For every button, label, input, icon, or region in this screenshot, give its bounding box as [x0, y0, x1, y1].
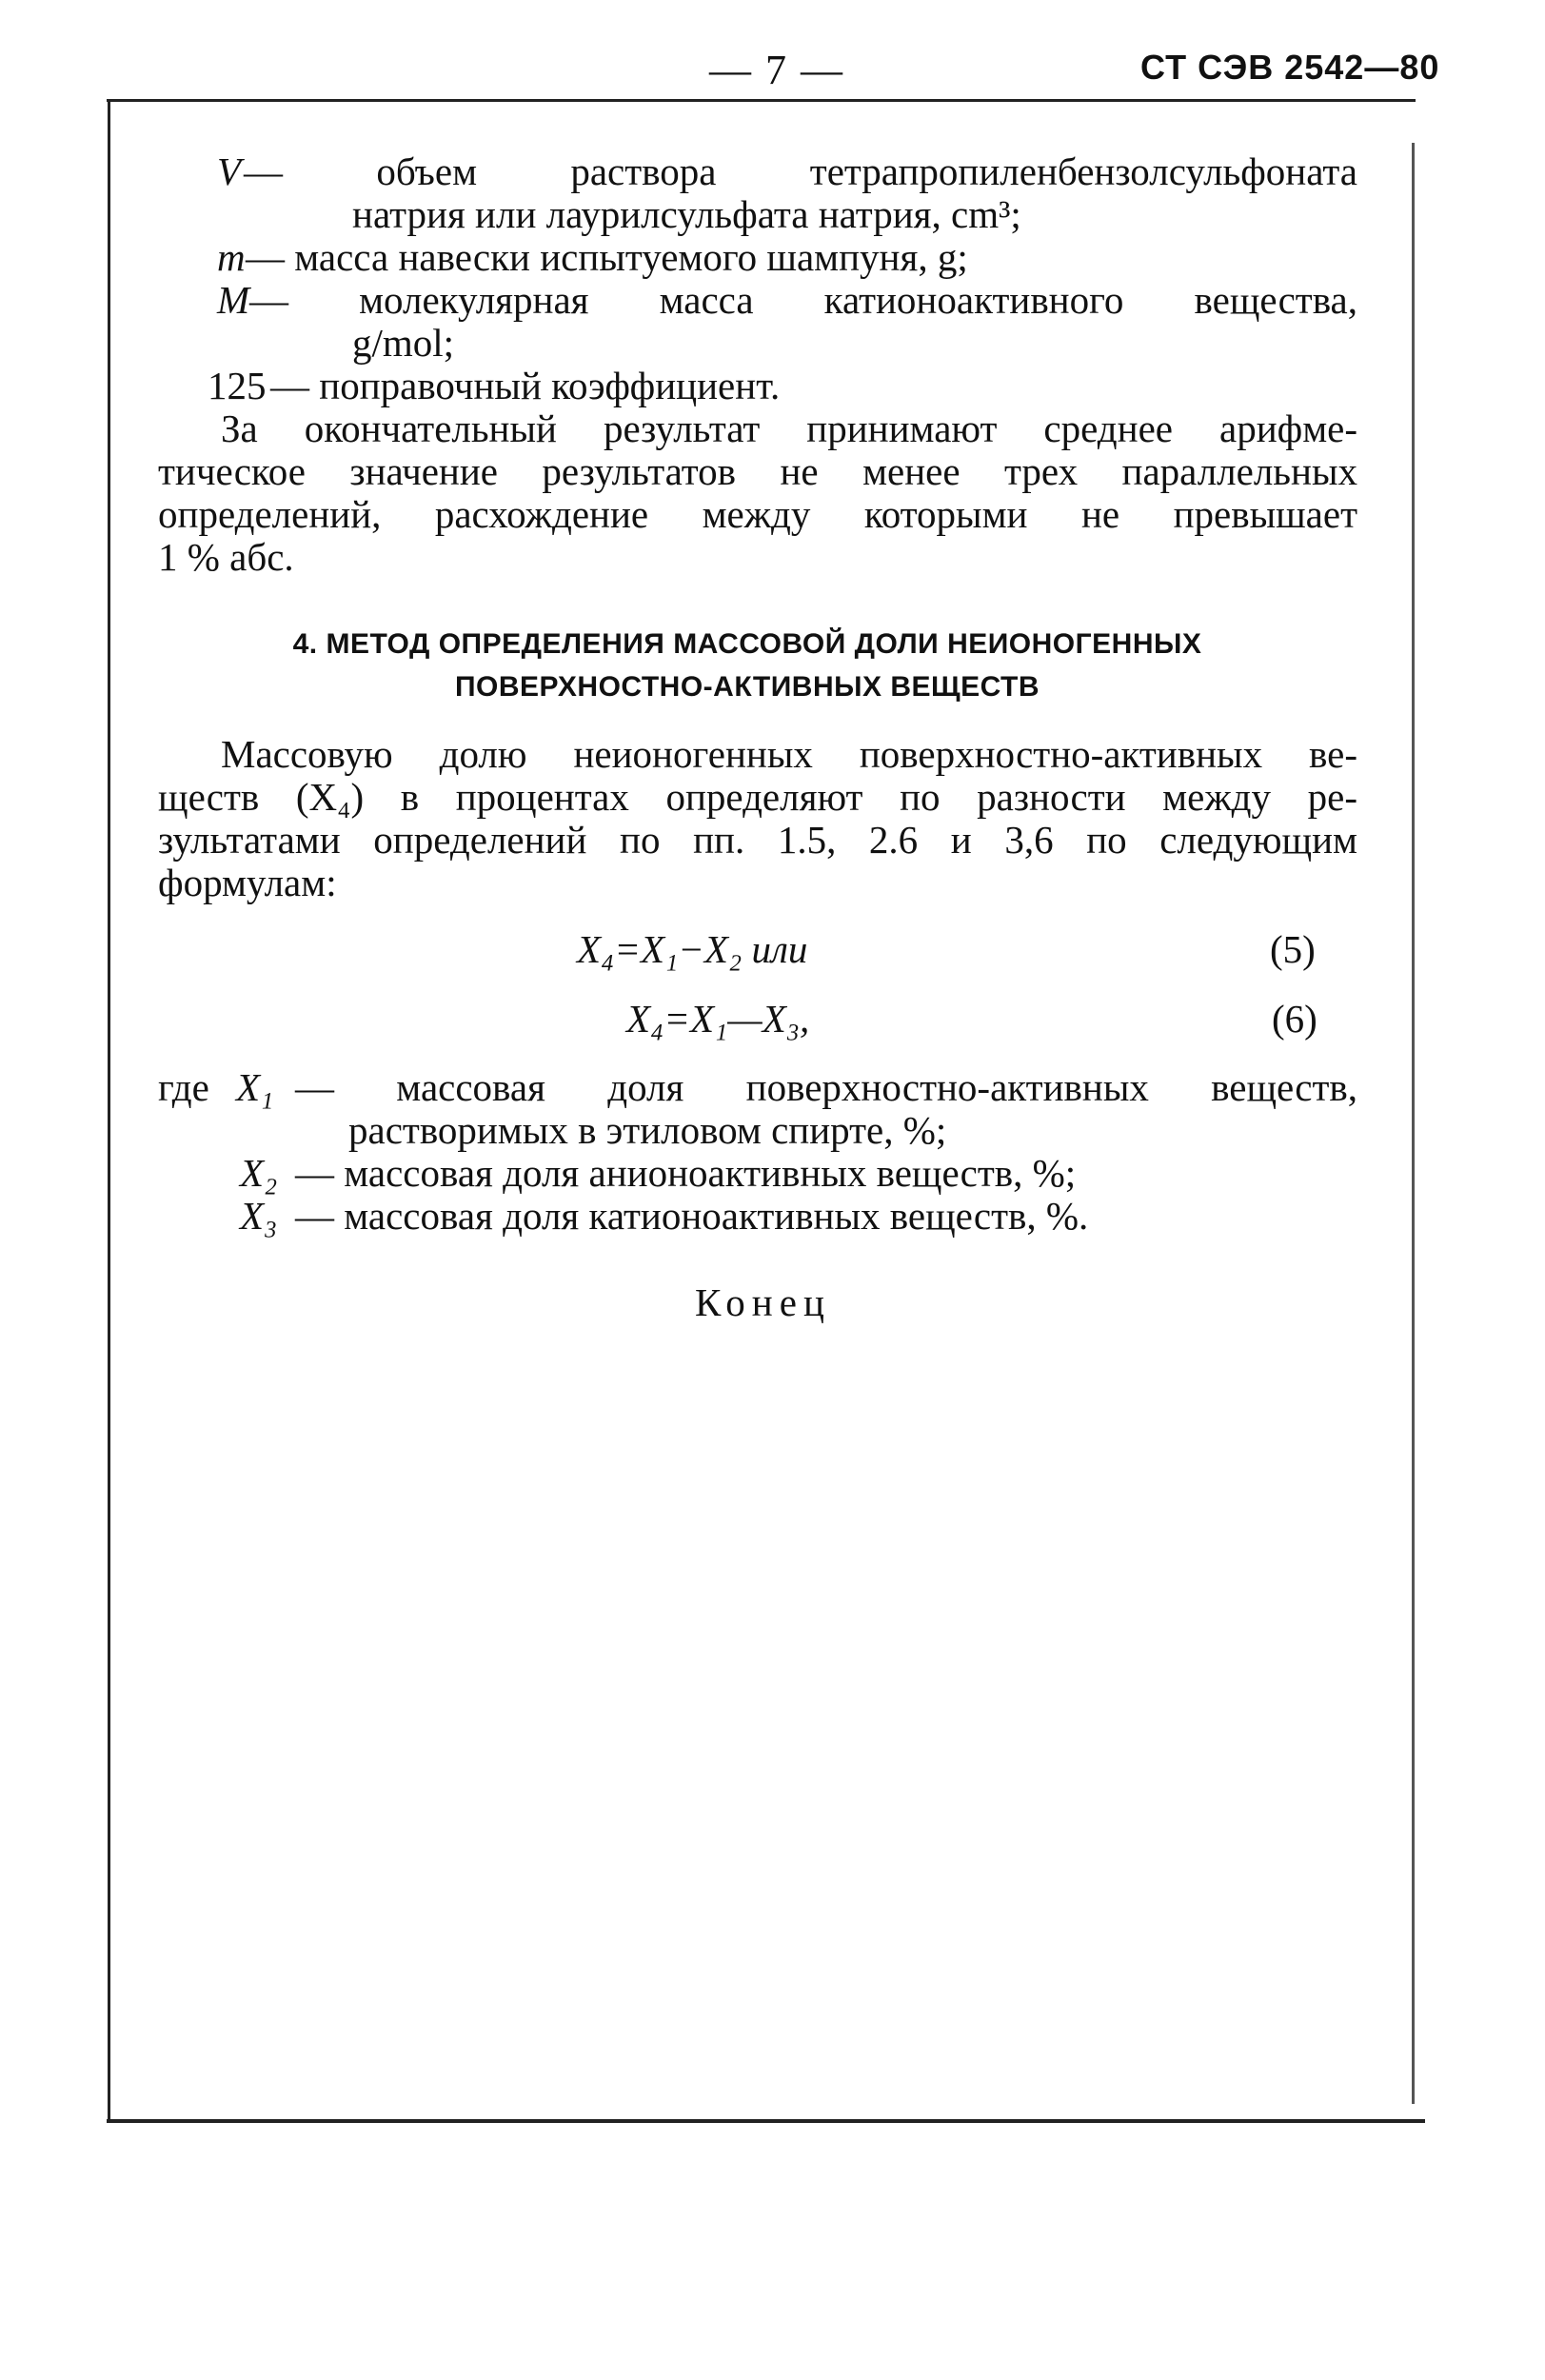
formula-6-number: (6)	[1272, 997, 1317, 1041]
result-paragraph-line-2: тическое значение результатов не менее трех параллельных	[158, 449, 1357, 493]
frame-left-rule	[108, 99, 110, 2121]
definition-x3: — массовая доля катионоактивных веществ, %.	[295, 1194, 1089, 1238]
definition-x1: — массовая доля поверхностно-активных веществ,	[295, 1065, 1357, 1109]
symbol-x3: X₃	[240, 1194, 278, 1238]
frame-top-rule	[107, 99, 1416, 102]
symbol-x1: X₁	[236, 1065, 274, 1109]
section-paragraph-line-4: формулам:	[158, 861, 337, 904]
result-paragraph-line-4: 1 % абс.	[158, 535, 294, 579]
formula-5-number: (5)	[1270, 927, 1316, 971]
frame-bottom-rule	[107, 2119, 1425, 2123]
formula-5: X₄=X₁−X₂ или	[577, 927, 808, 971]
section-paragraph-line-2: ществ (X₄) в процентах определяют по разности между ре-	[158, 775, 1357, 819]
section-paragraph-line-3: зультатами определений по пп. 1.5, 2.6 и 3,6 по следующим	[158, 818, 1357, 862]
symbol-molar-mass: M	[217, 278, 250, 322]
result-paragraph-line-1: За окончательный результат принимают среднее арифме-	[221, 407, 1357, 450]
definition-v: — объем раствора тетрапропиленбензолсульфоната	[244, 149, 1357, 193]
section-paragraph-line-1: Массовую долю неионогенных поверхностно-активных ве-	[221, 732, 1357, 776]
definition-x2: — массовая доля анионоактивных веществ, %;	[295, 1151, 1077, 1195]
definition-x1-continuation: растворимых в этиловом спирте, %;	[348, 1108, 947, 1152]
frame-right-rule	[1412, 143, 1415, 2104]
document-ending: Конец	[695, 1280, 831, 1324]
definition-molar-mass: — молекулярная масса катионоактивного вещества,	[249, 278, 1357, 322]
definition-molar-mass-continuation: g/mol;	[352, 321, 455, 365]
definition-v-continuation: натрия или лаурилсульфата натрия, cm³;	[352, 192, 1021, 236]
definition-m: — масса навески испытуемого шампуня, g;	[246, 235, 968, 279]
definition-125: — поправочный коэффициент.	[270, 364, 781, 407]
symbol-m: m	[217, 235, 246, 279]
where-lead: где	[158, 1065, 209, 1109]
formula-6: X₄=X₁—X₃,	[626, 997, 810, 1041]
symbol-125: 125	[208, 364, 267, 407]
standard-code: СТ СЭВ 2542—80	[1140, 48, 1440, 87]
section-title-line-1: 4. МЕТОД ОПРЕДЕЛЕНИЯ МАССОВОЙ ДОЛИ НЕИОНОГЕННЫХ	[292, 628, 1202, 660]
symbol-v: V	[217, 149, 242, 193]
section-title-line-2: ПОВЕРХНОСТНО-АКТИВНЫХ ВЕЩЕСТВ	[454, 671, 1040, 703]
page-number: — 7 —	[709, 47, 844, 93]
result-paragraph-line-3: определений, расхождение между которыми не превышает	[158, 492, 1357, 536]
symbol-x2: X₂	[240, 1151, 278, 1195]
